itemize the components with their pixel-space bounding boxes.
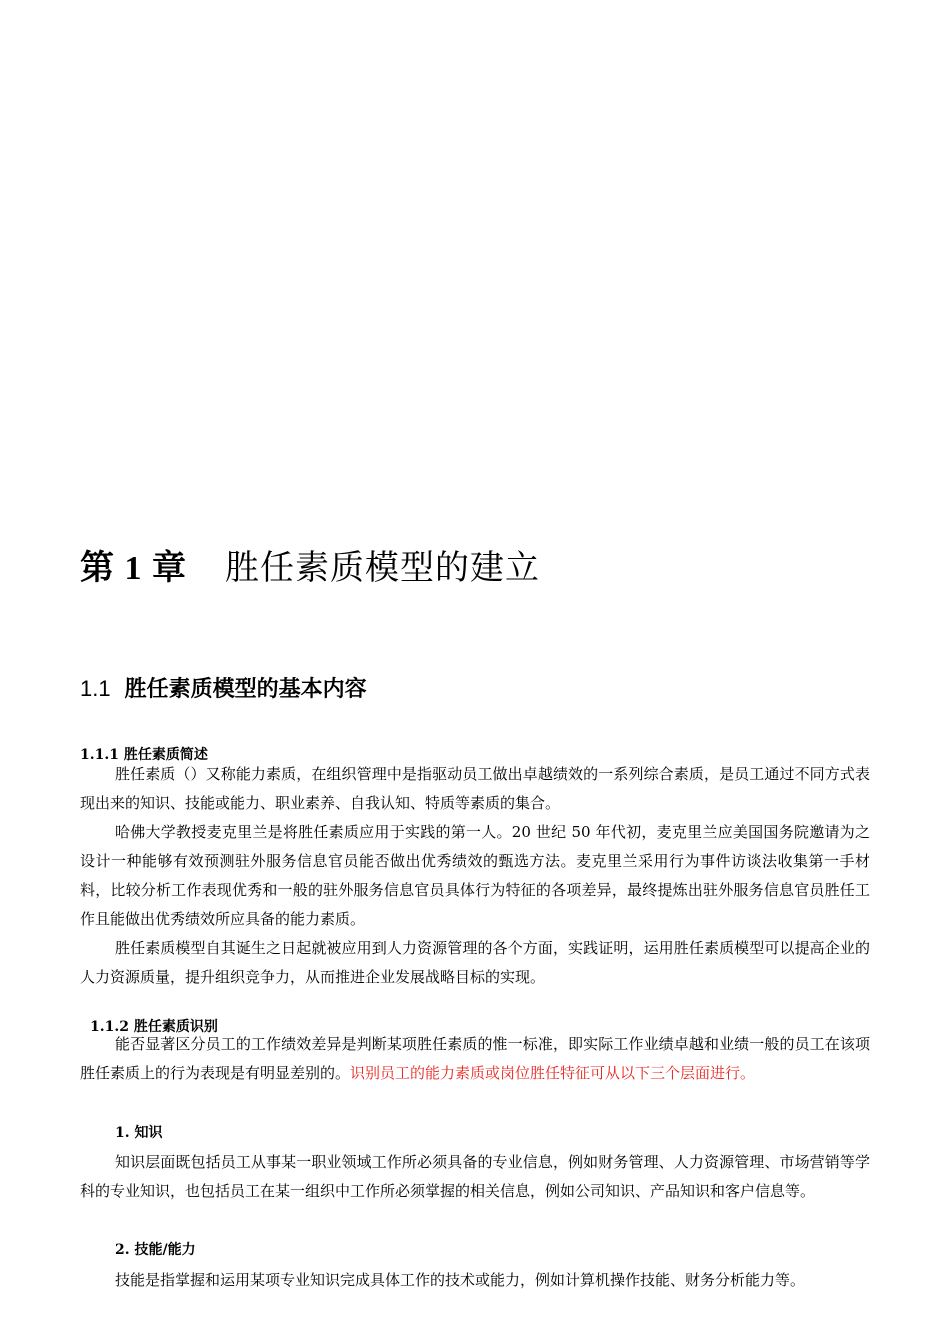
highlighted-text: 识别员工的能力素质或岗位胜任特征可从以下三个层面进行。	[350, 1064, 756, 1082]
paragraph-history: 哈佛大学教授麦克里兰是将胜任素质应用于实践的第一人。20 世纪 50 年代初，麦克里兰应美国国务院邀请为之设计一种能够有效预测驻外服务信息官员能否做出优秀绩效的甄选方法。麦克里兰采用行为事件访谈法收集第一手材料，比较分析工作表现优秀和一般的驻外服务信息官员具体行为特征的各项差异，最终提炼出驻外服务信息官员胜任工作且能做出优秀绩效所应具备的能力素质。	[80, 823, 870, 928]
paragraph-application: 胜任素质模型自其诞生之日起就被应用到人力资源管理的各个方面，实践证明，运用胜任素质模型可以提高企业的人力资源质量，提升组织竞争力，从而推进企业发展战略目标的实现。	[80, 939, 870, 986]
section-number: 1.1	[80, 676, 111, 701]
chapter-number: 第 1 章	[80, 550, 187, 587]
subsection-heading-2: 1.1.2 胜任素质识别	[90, 1019, 218, 1035]
item-heading-skills: 2. 技能/能力	[115, 1242, 196, 1258]
section-heading	[80, 672, 367, 703]
paragraph-identification	[80, 1030, 870, 1088]
chapter-title	[80, 540, 540, 589]
chapter-title-text: 胜任素质模型的建立	[225, 548, 540, 588]
item-heading-knowledge: 1. 知识	[115, 1125, 163, 1141]
paragraph-definition: 胜任素质（）又称能力素质，在组织管理中是指驱动员工做出卓越绩效的一系列综合素质，是员工通过不同方式表现出来的知识、技能或能力、职业素养、自我认知、特质等素质的集合。	[80, 765, 870, 812]
paragraph-skills: 技能是指掌握和运用某项专业知识完成具体工作的技术或能力，例如计算机操作技能、财务分析能力等。	[115, 1271, 806, 1289]
section-title-text: 胜任素质模型的基本内容	[124, 676, 367, 701]
paragraph-knowledge: 知识层面既包括员工从事某一职业领域工作所必须具备的专业信息，例如财务管理、人力资源管理、市场营销等学科的专业知识，也包括员工在某一组织中工作所必须掌握的相关信息，例如公司知识、产品知识和客户信息等。	[80, 1153, 870, 1200]
subsection-heading-1: 1.1.1 胜任素质简述	[80, 747, 208, 763]
paragraph-identification-text: 能否显著区分员工的工作绩效差异是判断某项胜任素质的惟一标准，即实际工作业绩卓越和业绩一般的员工在该项胜任素质上的行为表现是有明显差别的。	[80, 1035, 870, 1082]
